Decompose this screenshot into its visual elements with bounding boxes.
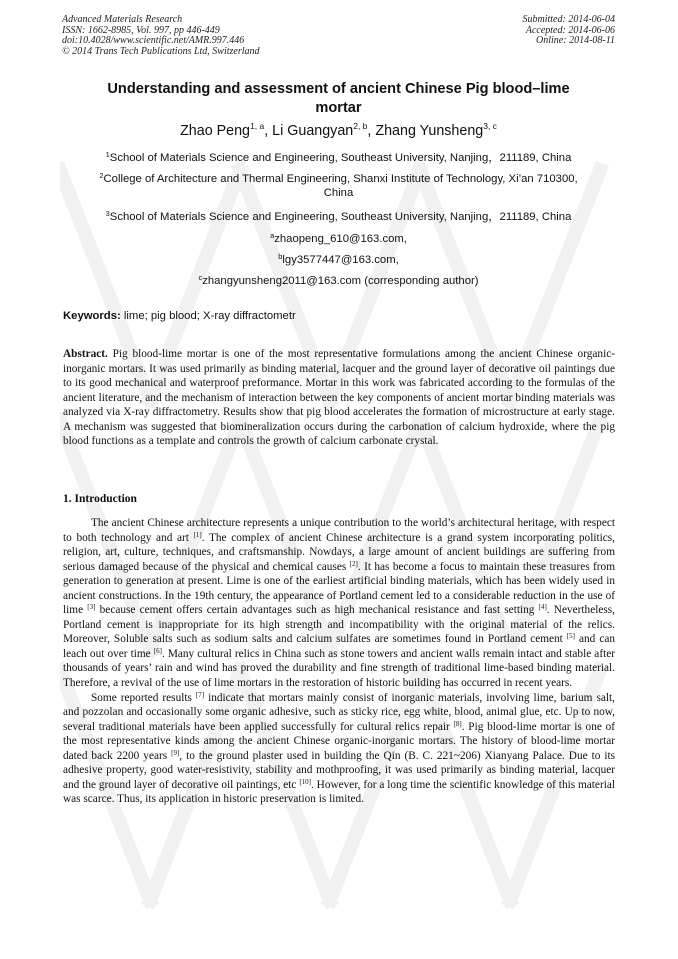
paper-title: Understanding and assessment of ancient Chinese Pig blood–lime mortar: [107, 81, 570, 116]
paragraph: The ancient Chinese architecture represents a unique contribution to the world’s architectural heritage, with respect to both technology and art [1]. The complex of ancient Chinese architecture is a grand system incorporating politics, religion, art, culture, techniques, and craftsmanship. Nowdays, a large amount of ancient buildings are suffering from serious damaged because of the physical and chemical causes [2]. It has become a focus to maintain these treasures from generation to generation at present. Lime is one of the earliest artificial binding materials, which has been widely used in ancient constructions. In the 19th century, the appearance of Portland cement led to a considerable reduction in the use of lime [3] because cement offers certain advantages such as high mechanical resistance and fast setting [4]. Nevertheless, Portland cement is inappropriate for its high strength and incompatibility with the original material of the relics. Moreover, Soluble salts such as sodium salts and calcium sulfates are sometimes found in Portland cement [5] and can leach out over time [6]. Many cultural relics in China such as stone towers and ancient walls remain intact and stable after thousands of years’ rain and wind has proved the durability and fine strength of traditional lime-based binding material. Therefore, a revival of the use of lime mortars in the restoration of historic building has occurred in recent years.: [63, 517, 616, 690]
introduction-body: [63, 516, 615, 807]
author-name: Zhang Yunsheng: [375, 123, 484, 139]
abstract: [63, 347, 615, 449]
author-list: Zhao Peng$^{1, a}$, Li Guangyan$^{2, b}$, Zhang Yunsheng$^{3, c}$: [180, 121, 497, 139]
citation: [8]: [453, 719, 462, 728]
journal-header: [62, 15, 260, 57]
author-affiliation-mark: 3, c: [483, 121, 497, 131]
issn-line: ISSN: 1662-8985, Vol. 997, pp 446-449: [62, 24, 220, 36]
citation: [4]: [538, 603, 547, 612]
citation: [1]: [193, 530, 202, 539]
section-heading: 1. Introduction: [63, 493, 137, 505]
citation: [7]: [195, 690, 205, 699]
dates-header: [523, 15, 616, 47]
keywords-text: lime; pig blood; X-ray diffractometr: [120, 310, 296, 322]
keywords: [63, 309, 296, 323]
author-name: Zhao Peng: [180, 123, 251, 139]
email-b: $^b$lgy3577447@163.com,: [278, 252, 399, 266]
abstract-text: Pig blood-lime mortar is one of the most representative formulations among the ancient Chinese organic-inorganic mortars. It was used primarily as binding material, lacquer and the ground layer of decorative oil paintings due to its good mechanical and waterproof preformance. Mortar in this work was fabricated according to the formulas of the ancient literature, and the mechanism of interaction between the key components of ancient mortar binding materials was analyzed via X-ray diffractometry. Results show that pig blood accelerates the formation of microstructure at early stage. A mechanism was suggested that biomineralization occurs during the carbonation of calcium hydroxide, where the pig blood functions as a template and controls the growth of calcium carbonate crystal.: [63, 348, 615, 448]
affiliation-2: $^2$College of Architecture and Thermal Engineering, Shanxi Institute of Technology, Xi’an 710300, China: [99, 171, 578, 200]
accepted-date: Accepted: 2014-06-06: [525, 24, 615, 36]
citation: [5]: [566, 632, 575, 641]
affiliation-3: $^3$School of Materials Science and Engineering, Southeast University, Nanjing，211189, China: [105, 209, 572, 223]
citation: [3]: [87, 603, 96, 612]
author-affiliation-mark: 1, a: [250, 121, 265, 131]
author-name: Li Guangyan: [272, 123, 354, 139]
author-affiliation-mark: 2, b: [353, 121, 368, 131]
submitted-date: Submitted: 2014-06-04: [522, 14, 615, 25]
citation: [2]: [349, 559, 358, 568]
paragraph: Some reported results [7] indicate that mortars mainly consist of inorganic materials, involving lime, barium salt, and pozzolan and occasionally some organic adhesive, such as sticky rice, egg white, blood, animal glue, etc. Up to now, several traditional materials have been applied successfully for cultural relics repair [8]. Pig blood-lime mortar is one of the most representative kinds among the ancient Chinese organic-inorganic mortars. The history of blood-lime mortar dated back 2200 years [9], to the ground plaster used in building the Qin (B. C. 221~206) Xianyang Palace. Due to its adhesive property, good water-resistivity, stability and mothproofing, it was used primarily as binding material, lacquer and the ground layer of decorative oil paintings, etc [10]. However, for a long time the scientific knowledge of this material was scarce. Thus, its application in historic preservation is limited.: [63, 690, 616, 806]
citation: [9]: [171, 748, 180, 757]
email-c: $^c$zhangyunsheng2011@163.com (corresponding author): [198, 273, 479, 287]
citation: [6]: [153, 646, 162, 655]
journal-name: Advanced Materials Research: [62, 14, 183, 25]
online-date: Online: 2014-08-11: [536, 35, 615, 47]
doi-line: doi:10.4028/www.scientific.net/AMR.997.446: [62, 35, 245, 47]
citation: [10]: [299, 777, 311, 786]
abstract-label: Abstract.: [63, 348, 108, 360]
affiliation-1: $^1$School of Materials Science and Engineering, Southeast University, Nanjing，211189, China: [105, 150, 572, 164]
keywords-label: Keywords:: [63, 310, 121, 322]
email-a: $^a$zhaopeng_610@163.com,: [270, 231, 407, 245]
copyright-line: © 2014 Trans Tech Publications Ltd, Switzerland: [62, 45, 260, 57]
